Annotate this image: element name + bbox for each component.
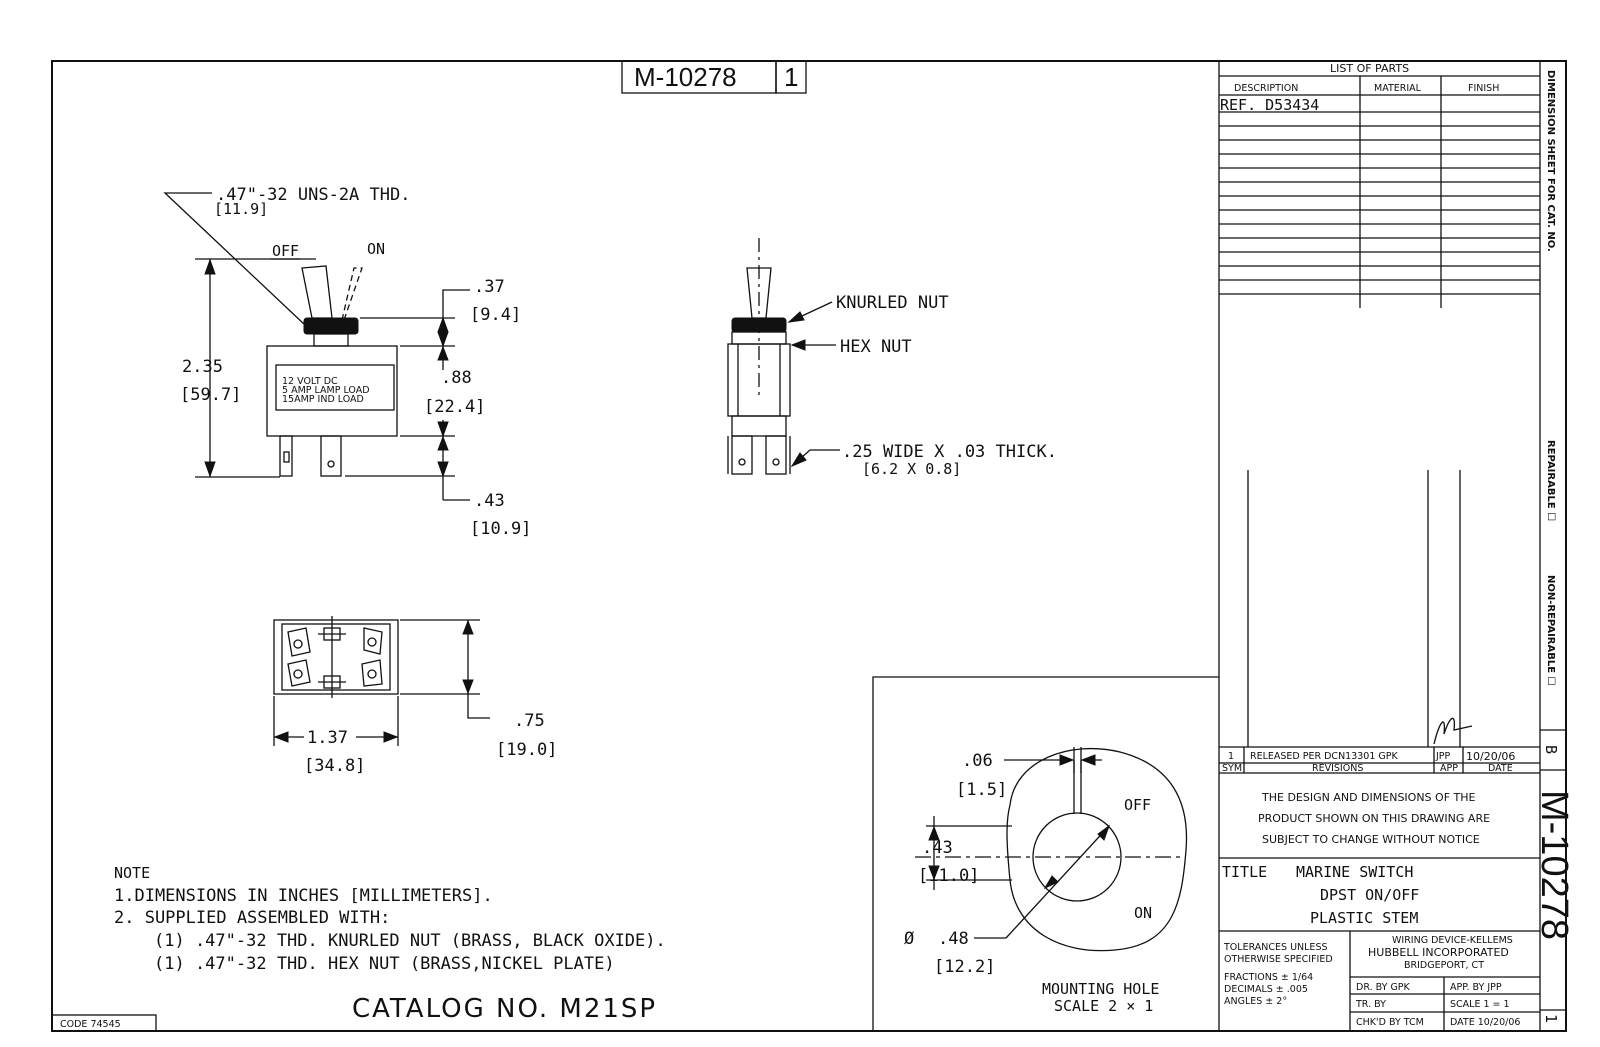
hole-dim-043-mm: [11.0] [918,866,980,886]
on-label: ON [367,240,386,258]
off-label: OFF [272,242,300,260]
repairable-checkbox[interactable]: REPAIRABLE ☐ [1545,440,1556,522]
rev-app: JPP [1436,751,1451,762]
note-heading: NOTE [114,864,151,882]
dim-235: 2.35 [182,357,223,377]
non-repairable-checkbox[interactable]: NON-REPAIRABLE ☐ [1545,575,1556,686]
code-label: CODE 74545 [60,1019,121,1030]
thread-label: .47"-32 UNS-2A THD. [216,185,411,205]
note-line1: 1.DIMENSIONS IN INCHES [MILLIMETERS]. [114,886,493,906]
thread-mm: [11.9] [214,200,269,218]
side-sheet-number: 1 [1542,1014,1560,1024]
parts-list-title: LIST OF PARTS [1330,62,1410,75]
sheet-number: 1 [784,62,799,92]
hole-dim-043: .43 [922,838,953,858]
dim-088: .88 [441,368,472,388]
title-line2: DPST ON/OFF [1320,886,1420,904]
side-view [728,238,1057,478]
parts-row1: REF. D53434 [1220,96,1320,114]
disclaimer-line2: PRODUCT SHOWN ON THIS DRAWING ARE [1258,812,1491,825]
signature [1434,718,1472,744]
dim-235-mm: [59.7] [180,385,242,405]
dim-137: 1.37 [307,728,348,748]
hole-dim-006-mm: [1.5] [956,780,1008,800]
diameter-symbol: Ø [904,929,915,949]
mounting-hole-caption: MOUNTING HOLE [1042,980,1160,998]
scale: SCALE 1 = 1 [1450,999,1510,1010]
disclaimer [1219,791,1540,858]
body-line3: 15AMP IND LOAD [282,394,364,405]
title-date: DATE 10/20/06 [1450,1017,1521,1028]
company-line3: BRIDGEPORT, CT [1404,960,1484,971]
hole-dim-048: .48 [938,929,969,949]
title-line3: PLASTIC STEM [1310,909,1419,927]
note-line3: (1) .47"-32 THD. KNURLED NUT (BRASS, BLACK OXIDE). [154,931,666,951]
col-finish: FINISH [1468,83,1500,94]
dimension-sheet-label: DIMENSION SHEET FOR CAT. NO. [1545,70,1556,252]
dim-043: .43 [474,491,505,511]
bottom-view [274,616,557,776]
front-view [165,185,531,539]
revisions-block [1219,747,1540,774]
tol-line5: ANGLES ± 2° [1224,996,1288,1007]
company-line2: HUBBELL INCORPORATED [1368,946,1509,959]
dim-088-mm: [22.4] [424,397,486,417]
tol-line2: OTHERWISE SPECIFIED [1224,954,1333,965]
app-by: APP. BY JPP [1450,982,1502,993]
title-block [1219,863,1540,1031]
company-line1: WIRING DEVICE-KELLEMS [1392,935,1513,946]
hole-on-label: ON [1134,904,1153,922]
tol-line4: DECIMALS ± .005 [1224,984,1308,995]
rev-text: RELEASED PER DCN13301 GPK [1250,751,1398,762]
catalog-number: CATALOG NO. M21SP [352,994,658,1024]
rev-sym: 1 [1228,751,1235,762]
disclaimer-line3: SUBJECT TO CHANGE WITHOUT NOTICE [1262,833,1480,846]
chkd-by: CHK'D BY TCM [1356,1017,1424,1028]
body-line2: 5 AMP LAMP LOAD [282,385,370,396]
dim-075: .75 [514,711,545,731]
note-line2: 2. SUPPLIED ASSEMBLED WITH: [114,908,391,928]
tol-line1: TOLERANCES UNLESS [1224,942,1328,953]
hole-dim-048-mm: [12.2] [934,957,996,977]
terminal-dim: .25 WIDE X .03 THICK. [842,442,1057,462]
rev-header-sym: SYM [1222,763,1243,774]
rev-header-date: DATE [1488,763,1513,774]
note-line4: (1) .47"-32 THD. HEX NUT (BRASS,NICKEL PLATE) [154,954,615,974]
disclaimer-line1: THE DESIGN AND DIMENSIONS OF THE [1262,791,1476,804]
dr-by: DR. BY GPK [1356,982,1410,993]
rev-header-app: APP [1440,763,1458,774]
hole-dim-006: .06 [962,751,993,771]
drawing-number: M-10278 [634,62,737,92]
side-strip [1533,70,1575,1023]
scale-caption: SCALE 2 × 1 [1054,997,1154,1015]
dim-037-mm: [9.4] [470,305,522,325]
drawing-number-box [622,61,806,93]
hole-off-label: OFF [1124,796,1152,814]
rev-date: 10/20/06 [1466,750,1516,763]
dim-137-mm: [34.8] [304,756,366,776]
col-material: MATERIAL [1374,83,1421,94]
body-line1: 12 VOLT DC [282,376,338,387]
title-line1: MARINE SWITCH [1296,863,1414,881]
dim-043-mm: [10.9] [470,519,532,539]
dim-075-mm: [19.0] [496,740,558,760]
mounting-hole-detail [873,677,1219,1031]
tol-line3: FRACTIONS ± 1/64 [1224,972,1314,983]
revision-letter: B [1542,745,1560,755]
side-drawing-number: M-10278 [1533,790,1575,940]
dim-037: .37 [474,277,505,297]
rev-header-revisions: REVISIONS [1312,763,1364,774]
title-label: TITLE [1222,863,1268,881]
notes [114,864,666,974]
hex-nut-label: HEX NUT [840,337,912,357]
terminal-dim-mm: [6.2 X 0.8] [862,460,962,478]
knurled-nut-label: KNURLED NUT [836,293,949,313]
col-description: DESCRIPTION [1234,83,1299,94]
tr-by: TR. BY [1356,999,1386,1010]
